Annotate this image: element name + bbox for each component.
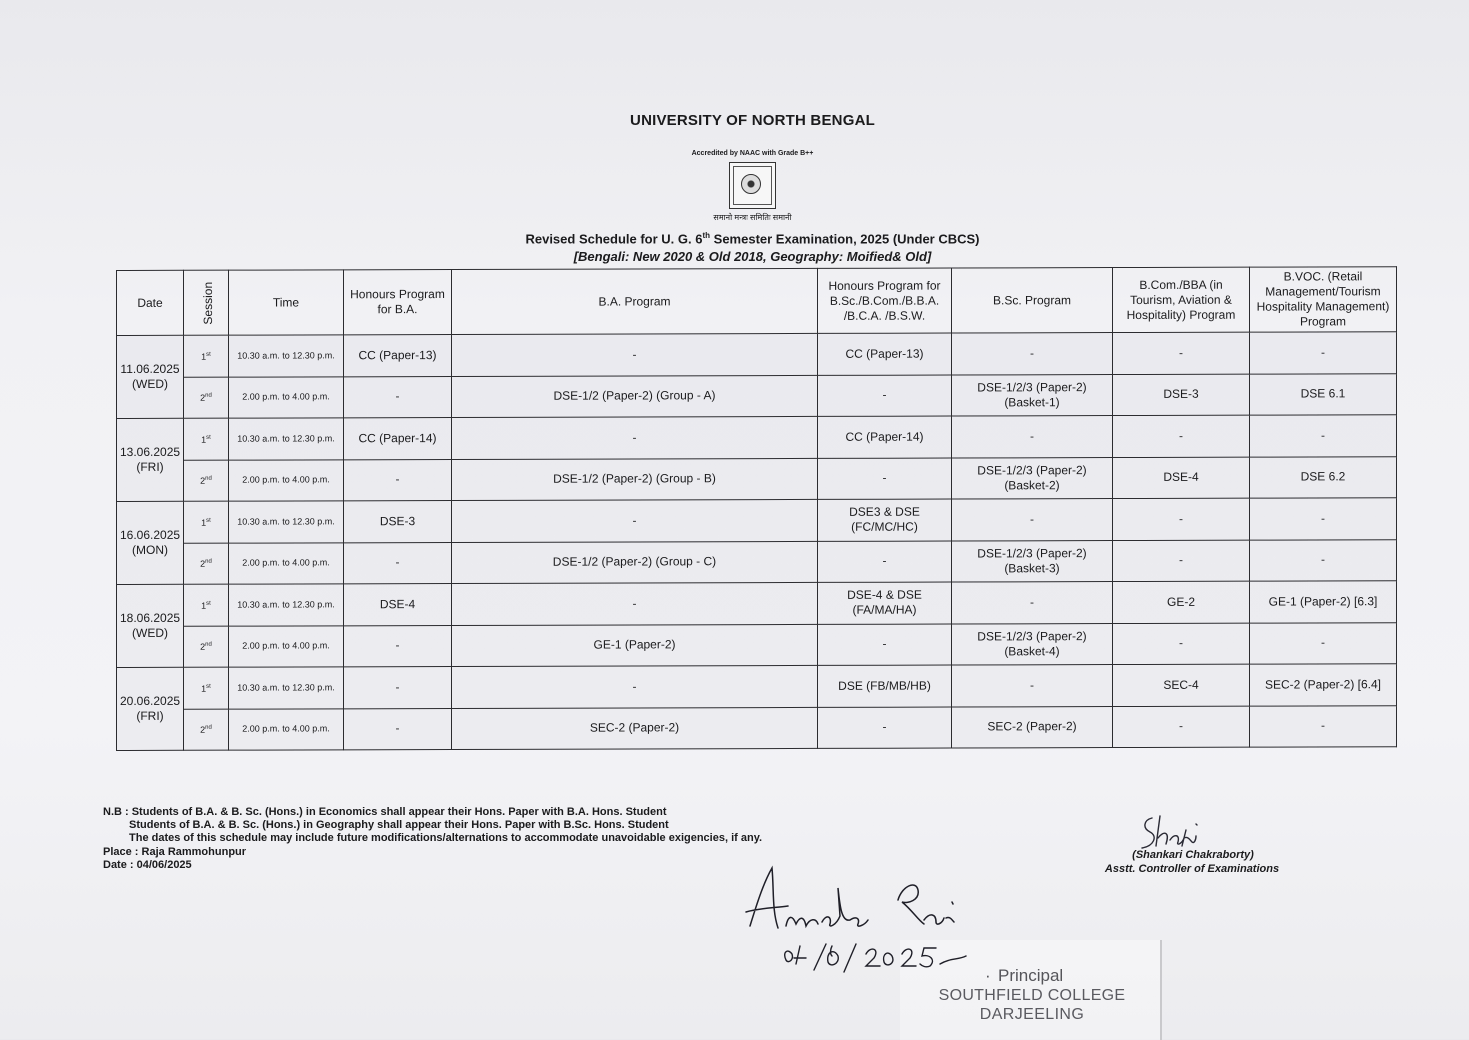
time-cell: 2.00 p.m. to 4.00 p.m. <box>229 542 344 584</box>
paper-cell-hons-other: DSE-4 & DSE (FA/MA/HA) <box>818 582 952 624</box>
table-row <box>117 664 1397 709</box>
paper-cell-hons-other: DSE3 & DSE (FC/MC/HC) <box>818 499 952 541</box>
paper-cell-bcom-bba: SEC-4 <box>1113 664 1250 706</box>
session-cell: 2nd <box>184 709 229 751</box>
signatory-designation: Asstt. Controller of Examinations <box>1104 863 1280 875</box>
session-cell: 2nd <box>184 460 229 502</box>
paper-cell-hons-ba: DSE-4 <box>344 584 452 626</box>
paper-cell-hons-other: - <box>818 541 952 583</box>
time-cell: 2.00 p.m. to 4.00 p.m. <box>229 459 344 501</box>
date-cell <box>117 418 184 501</box>
exam-date: 11.06.2025 <box>120 361 180 376</box>
paper-cell-bsc-program: - <box>952 333 1113 375</box>
table-row <box>117 498 1397 543</box>
paper-cell-ba-program: - <box>452 333 818 376</box>
date-cell <box>117 501 184 584</box>
session-cell: 1st <box>184 501 229 543</box>
paper-cell-hons-ba: - <box>344 625 452 667</box>
paper-cell-bvoc: - <box>1250 539 1397 581</box>
stamp-principal: Principal <box>998 966 1064 985</box>
table-row <box>117 415 1397 460</box>
time-cell: 10.30 a.m. to 12.30 p.m. <box>229 418 344 460</box>
paper-cell-hons-ba: - <box>344 667 452 709</box>
time-cell: 10.30 a.m. to 12.30 p.m. <box>229 501 344 543</box>
time-cell: 10.30 a.m. to 12.30 p.m. <box>229 584 344 626</box>
paper-cell-ba-program: SEC-2 (Paper-2) <box>452 707 818 750</box>
table-row <box>117 622 1397 667</box>
paper-cell-bvoc: GE-1 (Paper-2) [6.3] <box>1250 581 1397 623</box>
stamp-college-name: SOUTHFIELD COLLEGE <box>938 987 1126 1004</box>
exam-date: 16.06.2025 <box>120 527 181 542</box>
header-date: Date <box>117 270 184 335</box>
paper-cell-hons-ba: - <box>344 376 452 418</box>
session-cell: 1st <box>184 335 229 377</box>
university-motto: समानो मन्त्रः समितिः समानी <box>713 213 792 222</box>
paper-cell-bvoc: - <box>1250 622 1397 664</box>
schedule-title: Revised Schedule for U. G. 6th Semester Examination, 2025 (Under CBCS) <box>525 231 980 247</box>
note-place: Place : Raja Rammohunpur <box>103 845 247 858</box>
paper-cell-hons-ba: - <box>344 542 452 584</box>
exam-date: 20.06.2025 <box>120 693 181 708</box>
note-modifications: The dates of this schedule may include future modifications/alternations to accommodate unavoidable exigencies, if any. <box>129 832 763 845</box>
paper-cell-bcom-bba: - <box>1113 623 1250 665</box>
paper-cell-hons-ba: - <box>344 708 452 750</box>
paper-cell-ba-program: GE-1 (Paper-2) <box>452 624 818 667</box>
paper-cell-hons-other: CC (Paper-13) <box>818 333 952 375</box>
header-bcom-bba: B.Com./BBA (in Tourism, Aviation & Hospitality) Program <box>1113 267 1250 332</box>
session-cell: 1st <box>184 584 229 626</box>
paper-cell-bsc-program: DSE-1/2/3 (Paper-2) (Basket-1) <box>952 374 1113 416</box>
paper-cell-bsc-program: DSE-1/2/3 (Paper-2) (Basket-2) <box>952 457 1113 499</box>
paper-cell-bcom-bba: - <box>1113 540 1250 582</box>
paper-cell-bcom-bba: - <box>1113 332 1250 374</box>
header-hons-ba: Honours Program for B.A. <box>344 270 452 335</box>
paper-cell-ba-program: - <box>452 665 818 708</box>
exam-date: 18.06.2025 <box>120 610 181 625</box>
header-time: Time <box>229 270 344 335</box>
paper-cell-bvoc: - <box>1250 498 1397 540</box>
table-row <box>117 373 1397 418</box>
paper-cell-bsc-program: - <box>952 582 1113 624</box>
paper-cell-bcom-bba: - <box>1113 498 1250 540</box>
paper-cell-bcom-bba: - <box>1113 415 1250 457</box>
paper-cell-bcom-bba: DSE-3 <box>1113 374 1250 416</box>
paper-cell-hons-ba: DSE-3 <box>344 501 452 543</box>
paper-cell-bsc-program: SEC-2 (Paper-2) <box>952 706 1113 748</box>
time-cell: 2.00 p.m. to 4.00 p.m. <box>229 708 344 750</box>
time-cell: 2.00 p.m. to 4.00 p.m. <box>229 625 344 667</box>
time-cell: 10.30 a.m. to 12.30 p.m. <box>229 335 344 377</box>
exam-weekday: (WED) <box>132 376 168 391</box>
paper-cell-ba-program: - <box>452 416 818 459</box>
session-cell: 2nd <box>184 377 229 419</box>
paper-cell-bcom-bba: GE-2 <box>1113 581 1250 623</box>
header-hons-other: Honours Program for B.Sc./B.Com./B.B.A. /B.C.A. /B.S.W. <box>818 268 952 333</box>
paper-cell-bvoc: - <box>1250 415 1397 457</box>
date-cell <box>117 584 184 667</box>
paper-cell-bsc-program: - <box>952 416 1113 458</box>
signatory-name: (Shankari Chakraborty) <box>1132 849 1254 861</box>
paper-cell-bsc-program: - <box>952 499 1113 541</box>
table-row <box>117 581 1397 626</box>
note-geography: Students of B.A. & B. Sc. (Hons.) in Geography shall appear their Hons. Paper with B.Sc. Hons. Student <box>129 819 669 832</box>
paper-cell-ba-program: DSE-1/2 (Paper-2) (Group - C) <box>452 541 818 584</box>
header-bvoc: B.VOC. (Retail Management/Tourism Hospitality Management) Program <box>1250 267 1397 332</box>
table-row <box>117 539 1397 584</box>
session-cell: 1st <box>184 418 229 460</box>
exam-schedule-table <box>116 266 1397 751</box>
paper-cell-bvoc: SEC-2 (Paper-2) [6.4] <box>1250 664 1397 706</box>
paper-cell-bsc-program: DSE-1/2/3 (Paper-2) (Basket-3) <box>952 540 1113 582</box>
date-cell <box>117 335 184 418</box>
date-cell <box>117 667 184 750</box>
university-seal-icon <box>729 162 776 209</box>
session-cell: 1st <box>184 667 229 709</box>
paper-cell-ba-program: DSE-1/2 (Paper-2) (Group - B) <box>452 458 818 501</box>
paper-cell-bsc-program: DSE-1/2/3 (Paper-2) (Basket-4) <box>952 623 1113 665</box>
paper-cell-ba-program: - <box>452 499 818 542</box>
header-session: Session <box>184 270 229 335</box>
university-name: UNIVERSITY OF NORTH BENGAL <box>630 112 875 129</box>
time-cell: 10.30 a.m. to 12.30 p.m. <box>229 667 344 709</box>
paper-cell-bsc-program: - <box>952 665 1113 707</box>
paper-cell-hons-other: - <box>818 624 952 666</box>
table-row <box>117 456 1397 501</box>
paper-cell-hons-other: CC (Paper-14) <box>818 416 952 458</box>
stamp-place: DARJEELING <box>979 1006 1085 1023</box>
paper-cell-ba-program: DSE-1/2 (Paper-2) (Group - A) <box>452 375 818 418</box>
paper-cell-bvoc: DSE 6.2 <box>1250 456 1397 498</box>
session-cell: 2nd <box>184 626 229 668</box>
table-row <box>117 705 1397 750</box>
paper-cell-bcom-bba: DSE-4 <box>1113 457 1250 499</box>
paper-cell-bvoc: DSE 6.1 <box>1250 373 1397 415</box>
paper-cell-hons-other: - <box>818 458 952 500</box>
principal-signature-icon <box>730 860 990 980</box>
paper-cell-bvoc: - <box>1250 705 1397 747</box>
paper-cell-hons-other: - <box>818 375 952 417</box>
exam-weekday: (MON) <box>132 542 168 557</box>
paper-cell-hons-other: DSE (FB/MB/HB) <box>818 665 952 707</box>
exam-weekday: (FRI) <box>136 708 164 723</box>
paper-cell-hons-ba: CC (Paper-14) <box>344 418 452 460</box>
session-cell: 2nd <box>184 543 229 585</box>
paper-cell-hons-ba: - <box>344 459 452 501</box>
paper-cell-bcom-bba: - <box>1113 706 1250 748</box>
paper-cell-hons-other: - <box>818 707 952 749</box>
time-cell: 2.00 p.m. to 4.00 p.m. <box>229 376 344 418</box>
table-header-row <box>117 267 1397 336</box>
schedule-subtitle: [Bengali: New 2020 & Old 2018, Geography: Moified& Old] <box>573 249 932 264</box>
paper-cell-ba-program: - <box>452 582 818 625</box>
note-economics: N.B : Students of B.A. & B. Sc. (Hons.) in Economics shall appear their Hons. Paper with B.A. Hons. Student <box>103 806 667 818</box>
exam-date: 13.06.2025 <box>120 444 181 459</box>
exam-weekday: (FRI) <box>136 459 164 474</box>
header-ba-program: B.A. Program <box>452 268 818 334</box>
header-bsc-program: B.Sc. Program <box>952 268 1113 333</box>
paper-cell-hons-ba: CC (Paper-13) <box>344 335 452 377</box>
accreditation-line: Accredited by NAAC with Grade B++ <box>691 150 814 157</box>
note-date: Date : 04/06/2025 <box>103 858 192 871</box>
notes-block <box>103 806 762 872</box>
exam-weekday: (WED) <box>132 625 168 640</box>
paper-cell-bvoc: - <box>1250 332 1397 374</box>
table-row <box>117 332 1397 377</box>
